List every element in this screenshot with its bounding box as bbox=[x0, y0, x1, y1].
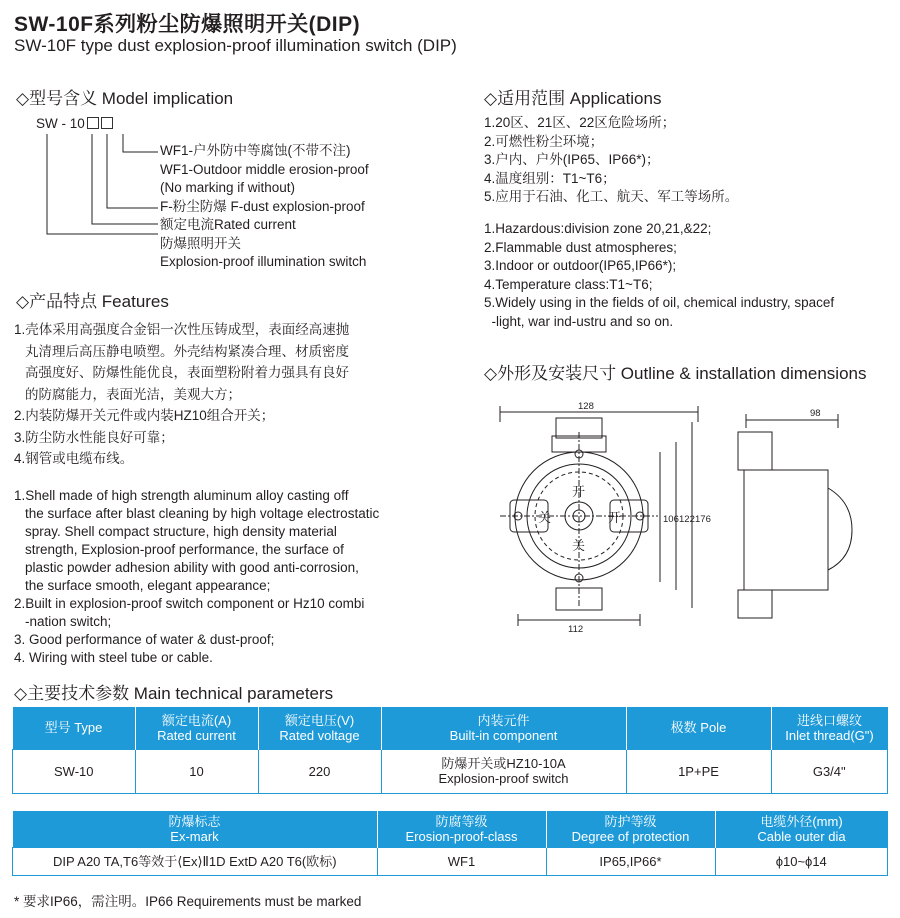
application-en-line: 1.Hazardous:division zone 20,21,&22; bbox=[484, 221, 712, 236]
td-erosion: WF1 bbox=[377, 847, 546, 875]
feature-en-line: plastic powder adhesion ability with good anti-corrosion, bbox=[25, 560, 359, 575]
td-voltage: 220 bbox=[258, 749, 381, 793]
feature-cn-line: 高强度好、防爆性能优良，表面塑粉附着力强具有良好 bbox=[25, 365, 349, 380]
model-line: 防爆照明开关 bbox=[160, 235, 241, 251]
switch-label-bottom: 关 bbox=[572, 538, 586, 553]
th-thread: 进线口螺纹 Inlet thread(G") bbox=[771, 707, 888, 749]
td-thread: G3/4" bbox=[771, 749, 888, 793]
feature-cn-line: 2.内装防爆开关元件或内装HZ10组合开关； bbox=[14, 408, 275, 423]
model-line: WF1-户外防中等腐蚀(不带不注) bbox=[160, 143, 351, 158]
th-current: 额定电流(A) Rated current bbox=[135, 707, 258, 749]
params-heading: ◇主要技术参数 Main technical parameters bbox=[14, 684, 334, 703]
application-cn-line: 3.户内、户外(IP65、IP66*)； bbox=[484, 152, 660, 167]
model-line: (No marking if without) bbox=[160, 180, 296, 195]
model-explanations bbox=[160, 142, 369, 272]
feature-en-line: spray. Shell compact structure, high density material bbox=[25, 524, 337, 539]
dim-h1: 106 bbox=[663, 514, 679, 525]
application-en-line: 5.Widely using in the fields of oil, chemical industry, spacef bbox=[484, 295, 835, 310]
outline-drawing bbox=[480, 392, 890, 642]
application-en-line: -light, war ind-ustru and so on. bbox=[484, 313, 674, 329]
model-line: Explosion-proof illumination switch bbox=[160, 254, 367, 269]
params-table-2 bbox=[12, 811, 888, 876]
applications-cn bbox=[484, 114, 738, 207]
application-cn-line: 2.可燃性粉尘环境； bbox=[484, 133, 604, 149]
td-protection: IP65,IP66* bbox=[546, 847, 715, 875]
features-heading: ◇产品特点 Features bbox=[16, 292, 169, 311]
page-title: SW-10F系列粉尘防爆照明开关(DIP) bbox=[14, 13, 361, 36]
application-cn-line: 4.温度组别：T1~T6； bbox=[484, 170, 616, 186]
th-type: 型号 Type bbox=[13, 707, 136, 749]
th-protection: 防护等级 Degree of protection bbox=[546, 811, 715, 847]
th-exmark: 防爆标志 Ex-mark bbox=[13, 811, 378, 847]
features-cn bbox=[14, 319, 414, 470]
model-line: F-粉尘防爆 F-dust explosion-proof bbox=[160, 198, 365, 214]
model-bracket-lines bbox=[30, 128, 170, 268]
th-erosion: 防腐等级 Erosion-proof-class bbox=[377, 811, 546, 847]
outline-heading: ◇外形及安装尺寸 Outline & installation dimensions bbox=[484, 364, 867, 383]
params-table-1 bbox=[12, 707, 888, 794]
feature-en-line: -nation switch; bbox=[25, 614, 112, 629]
features-en bbox=[14, 487, 434, 667]
th-component: 内装元件 Built-in component bbox=[381, 707, 626, 749]
feature-en-line: 4. Wiring with steel tube or cable. bbox=[14, 650, 213, 665]
switch-label-left: 关 bbox=[538, 510, 552, 525]
feature-en-line: 3. Good performance of water & dust-proof; bbox=[14, 632, 275, 647]
switch-label-right: 开 bbox=[608, 510, 622, 525]
feature-en-line: the surface smooth, elegant appearance; bbox=[25, 578, 271, 593]
feature-en-line: 2.Built in explosion-proof switch component or Hz10 combi bbox=[14, 596, 365, 611]
feature-cn-line: 1.壳体采用高强度合金铝一次性压铸成型，表面经高速抛 bbox=[14, 322, 350, 337]
model-code-text: SW - 10 bbox=[36, 116, 85, 131]
application-en-line: 2.Flammable dust atmospheres; bbox=[484, 239, 677, 255]
application-cn-line: 5.应用于石油、化工、航天、军工等场所。 bbox=[484, 189, 739, 204]
application-en-line: 4.Temperature class:T1~T6; bbox=[484, 276, 653, 292]
feature-en-line: the surface after blast cleaning by high voltage electrostatic bbox=[25, 506, 380, 521]
dim-width: 128 bbox=[578, 401, 594, 412]
switch-label-top: 开 bbox=[572, 484, 586, 499]
footnote: * 要求IP66，需注明。IP66 Requirements must be marked bbox=[14, 894, 362, 909]
feature-cn-line: 丸清理后高压静电喷塑。外壳结构紧凑合理、材质密度 bbox=[25, 343, 349, 359]
model-heading: ◇型号含义 Model implication bbox=[16, 89, 234, 108]
dim-h2: 122 bbox=[679, 514, 695, 525]
td-exmark: DIP A20 TA,T6等效于⟨Ex⟩Ⅱ1D ExtD A20 T6(欧标) bbox=[13, 847, 378, 875]
page-subtitle: SW-10F type dust explosion-proof illumination switch (DIP) bbox=[14, 36, 457, 55]
feature-en-line: strength, Explosion-proof performance, the surface of bbox=[25, 542, 344, 557]
feature-cn-line: 3.防尘防水性能良好可靠； bbox=[14, 429, 174, 445]
td-current: 10 bbox=[135, 749, 258, 793]
td-component: 防爆开关或HZ10-10A Explosion-proof switch bbox=[381, 749, 626, 793]
td-cable: ϕ10~ϕ14 bbox=[715, 847, 888, 875]
applications-heading: ◇适用范围 Applications bbox=[484, 89, 662, 108]
th-pole: 极数 Pole bbox=[626, 707, 771, 749]
feature-cn-line: 4.钢管或电缆布线。 bbox=[14, 451, 134, 466]
feature-en-line: 1.Shell made of high strength aluminum alloy casting off bbox=[14, 488, 349, 503]
application-cn-line: 1.20区、21区、22区危险场所； bbox=[484, 115, 676, 130]
td-type: SW-10 bbox=[13, 749, 136, 793]
model-line: 额定电流Rated current bbox=[160, 217, 296, 232]
application-en-line: 3.Indoor or outdoor(IP65,IP66*); bbox=[484, 258, 677, 273]
dim-base: 112 bbox=[568, 624, 584, 635]
dim-depth: 98 bbox=[810, 408, 821, 419]
td-pole: 1P+PE bbox=[626, 749, 771, 793]
dim-h3: 176 bbox=[695, 514, 711, 525]
th-voltage: 额定电压(V) Rated voltage bbox=[258, 707, 381, 749]
model-line: WF1-Outdoor middle erosion-proof bbox=[160, 161, 369, 177]
th-cable: 电缆外径(mm) Cable outer dia bbox=[715, 811, 888, 847]
feature-cn-line: 的防腐能力，表面光洁，美观大方； bbox=[25, 386, 241, 402]
applications-en bbox=[484, 220, 834, 331]
